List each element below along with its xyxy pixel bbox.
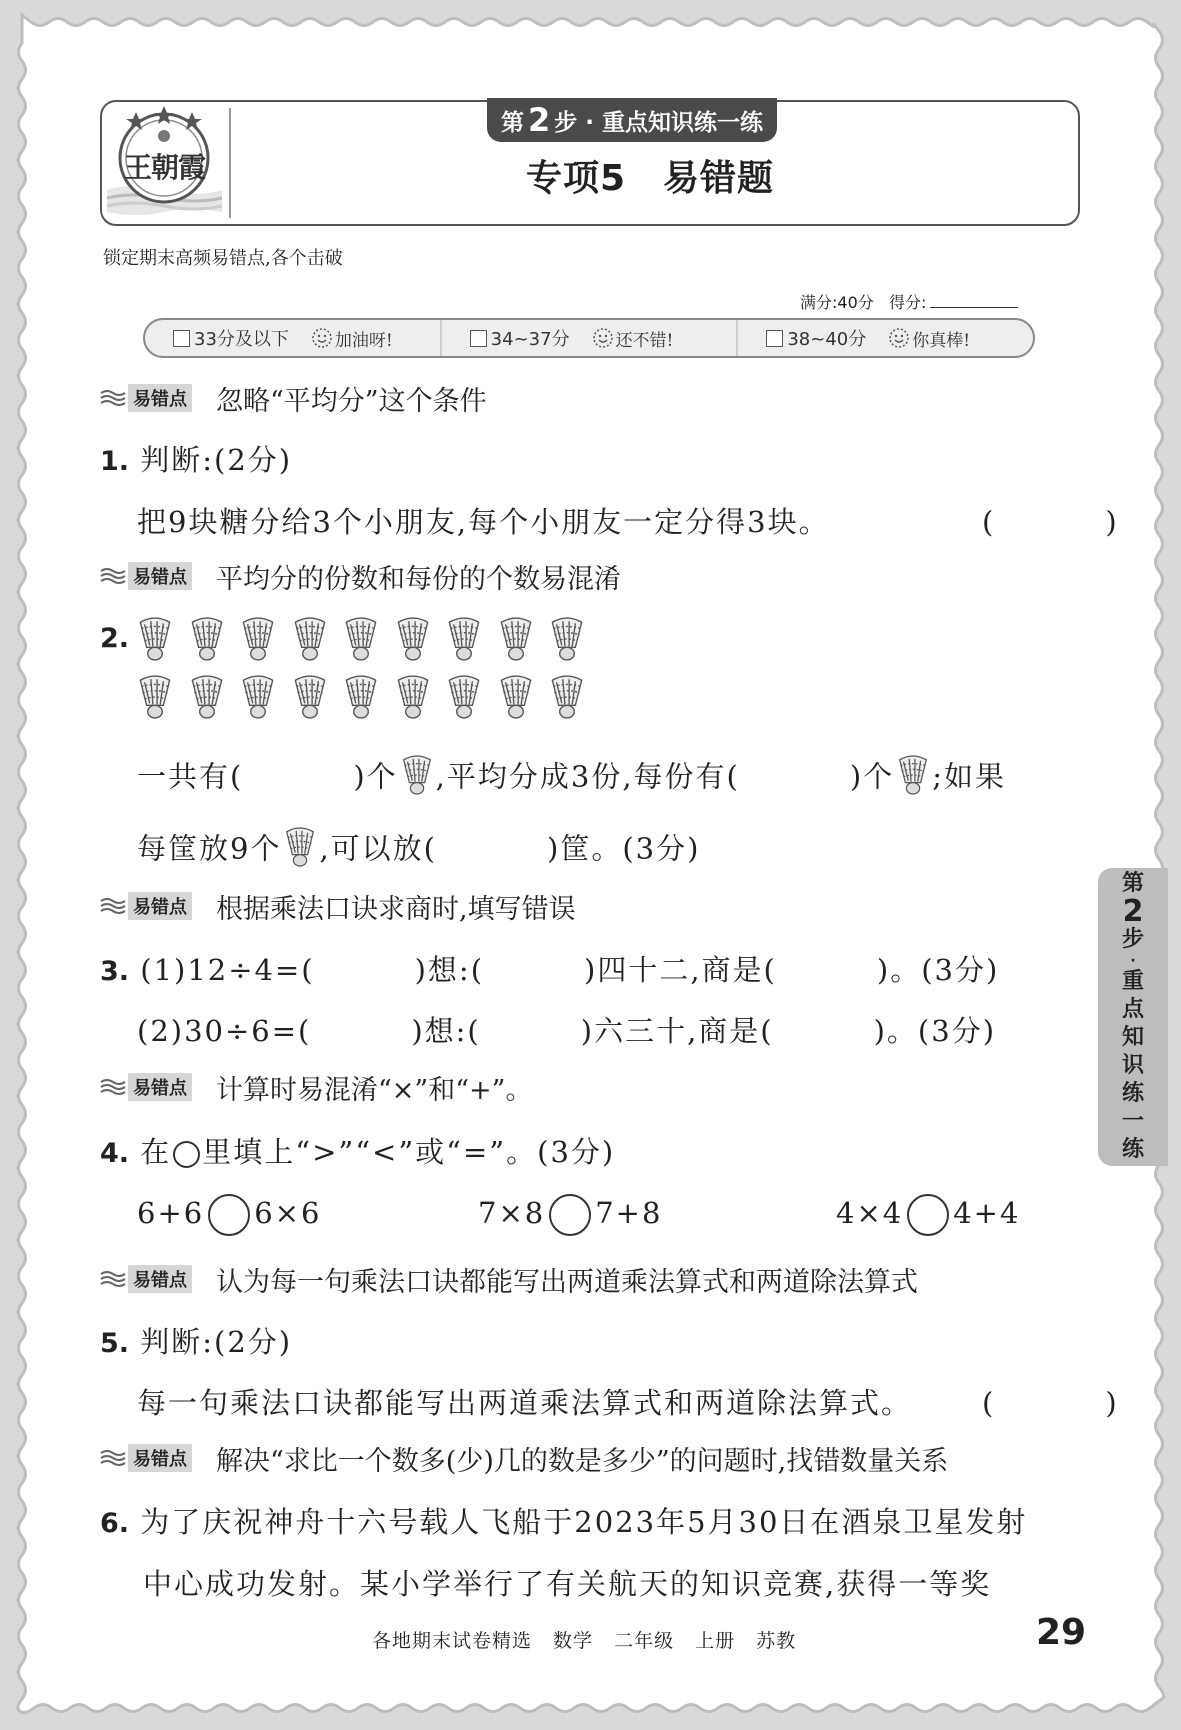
shuttlecock-icon — [237, 674, 279, 724]
full-score: 满分:40分 — [800, 293, 874, 312]
question-5-head — [100, 1320, 292, 1361]
compare-item-2 — [478, 1194, 662, 1236]
score-seg-2 — [440, 320, 737, 356]
page-title: 专项5 易错题 — [525, 158, 775, 199]
q4-text: 在 — [140, 1135, 172, 1169]
smiley-icon — [311, 327, 333, 349]
question-2-num — [100, 620, 129, 654]
wave-lines-icon — [100, 896, 126, 916]
score-range-3: 38~40分 — [787, 329, 867, 350]
q2-text: ,可以放( — [319, 831, 437, 866]
error-tag-text: 计算时易混淆“×”和“+”。 — [216, 1074, 533, 1106]
shuttlecock-icon — [546, 674, 588, 724]
question-6-line-2: 中心成功发射。某小学举行了有关航天的知识竞赛,获得一等奖 — [143, 1567, 992, 1601]
question-2-line-2 — [137, 826, 700, 875]
error-tag-mark — [100, 1265, 210, 1293]
question-3-part-2 — [137, 1009, 996, 1050]
compare-item-1 — [137, 1194, 321, 1236]
question-number: 1. — [100, 446, 130, 477]
compare-circle[interactable] — [208, 1194, 250, 1236]
shuttlecock-icon — [289, 616, 331, 666]
compare-item-3 — [836, 1194, 1020, 1236]
step-suffix: 步 · 重点知识练一练 — [554, 109, 764, 136]
question-3-part-1 — [100, 948, 999, 989]
q3-text: )六三十,商是( — [580, 1014, 774, 1048]
wave-lines-icon — [100, 388, 126, 408]
error-tag-text: 忽略“平均分”这个条件 — [216, 385, 487, 417]
smiley-icon — [888, 327, 910, 349]
question-number: 3. — [100, 956, 130, 987]
q3-text: (2)30÷6=( — [137, 1014, 312, 1048]
shuttlecock-icon — [398, 754, 436, 803]
q3-text: )四十二,商是( — [584, 953, 777, 987]
error-tag-mark — [100, 384, 210, 412]
wave-lines-icon — [100, 1269, 126, 1289]
error-tag-label: 易错点 — [128, 384, 192, 412]
score-cheer-2: 还不错! — [615, 330, 674, 351]
shuttlecock-icon — [186, 674, 228, 724]
error-tag-mark — [100, 1444, 210, 1472]
side-tab-text: 第 — [1121, 871, 1144, 896]
score-cheer-3: 你真棒! — [912, 330, 971, 351]
score-line — [800, 290, 1018, 313]
error-tag-text: 根据乘法口诀求商时,填写错误 — [216, 893, 576, 925]
page-number: 29 — [1036, 1612, 1087, 1653]
compare-left: 7×8 — [478, 1196, 546, 1230]
shuttlecock-icon — [340, 616, 382, 666]
q3-text: )。(3分) — [876, 953, 1000, 987]
shuttlecock-icon — [894, 754, 932, 803]
error-tag-label: 易错点 — [128, 1073, 192, 1101]
shuttlecock-icon — [546, 616, 588, 666]
side-tab-vertical-text: 重 点 知 识 练 一 练 — [1121, 969, 1144, 1162]
answer-bracket[interactable]: ( ) — [982, 1386, 1135, 1420]
question-6-line-1 — [100, 1500, 1027, 1541]
shuttlecock-icon — [134, 674, 176, 724]
error-tag-label: 易错点 — [128, 1265, 192, 1293]
score-bar — [143, 318, 1035, 358]
compare-right: 7+8 — [595, 1196, 663, 1230]
question-5-body: 每一句乘法口诀都能写出两道乘法算式和两道除法算式。 — [137, 1386, 913, 1420]
question-1-body: 把9块糖分给3个小朋友,每个小朋友一定分得3块。 — [137, 505, 830, 539]
score-range-2: 34~37分 — [490, 329, 570, 350]
error-tag-3 — [100, 891, 576, 925]
compare-left: 4×4 — [836, 1196, 904, 1230]
score-checkbox-1[interactable] — [173, 330, 190, 347]
question-number: 5. — [100, 1328, 130, 1359]
step-prefix: 第 — [500, 109, 524, 136]
q6-text: 为了庆祝神舟十六号载人飞船于2023年5月30日在酒泉卫星发射 — [140, 1505, 1028, 1539]
error-tag-text: 解决“求比一个数多(少)几的数是多少”的问题时,找错数量关系 — [216, 1445, 949, 1477]
shuttlecock-icon — [281, 826, 319, 875]
compare-circle[interactable] — [549, 1194, 591, 1236]
wave-lines-icon — [100, 1448, 126, 1468]
q3-text: (1)12÷4=( — [140, 953, 315, 987]
q4-text: 里填上“>”“<”或“=”。(3分) — [202, 1135, 616, 1169]
question-heading: 判断:(2分) — [140, 443, 293, 477]
q2-text: )个 — [849, 759, 895, 794]
error-tag-5 — [100, 1264, 918, 1298]
logo-divider — [229, 108, 231, 218]
shuttlecock-icon — [186, 616, 228, 666]
wave-lines-icon — [100, 1077, 126, 1097]
q3-text: )想:( — [411, 1014, 481, 1048]
side-tab-number: 2 — [1122, 894, 1144, 929]
shuttlecock-icon — [134, 616, 176, 666]
q2-text: ;如果 — [932, 759, 1006, 794]
compare-right: 6×6 — [254, 1196, 322, 1230]
motto: 锁定期末高频易错点,各个击破 — [103, 248, 343, 269]
error-tag-mark — [100, 562, 210, 590]
footer: 各地期末试卷精选 数学 二年级 上册 苏教 — [372, 1630, 797, 1652]
shuttlecock-icon — [495, 616, 537, 666]
score-blank[interactable] — [930, 307, 1018, 308]
score-label: 得分: — [889, 293, 927, 312]
question-heading: 判断:(2分) — [140, 1325, 293, 1359]
error-tag-1 — [100, 383, 487, 417]
score-seg-1 — [145, 320, 440, 356]
q2-text: 每筐放9个 — [137, 831, 282, 866]
error-tag-mark — [100, 1073, 210, 1101]
score-seg-3 — [736, 320, 1033, 356]
q2-text: ,平均分成3份,每份有( — [435, 759, 740, 794]
shuttlecock-icon — [392, 616, 434, 666]
q2-text: 一共有( — [137, 759, 244, 794]
question-2-line-1 — [137, 754, 1006, 803]
question-number: 2. — [100, 623, 130, 654]
question-number: 4. — [100, 1138, 130, 1169]
score-cheer-1: 加油呀! — [334, 330, 393, 351]
smiley-icon — [592, 327, 614, 349]
error-tag-mark — [100, 892, 210, 920]
answer-bracket[interactable]: ( ) — [982, 505, 1135, 539]
question-4-head — [100, 1130, 615, 1171]
q2-text: )个 — [353, 759, 398, 794]
circle-icon — [173, 1141, 200, 1168]
logo-text: 王朝霞 — [123, 151, 205, 184]
compare-left: 6+6 — [137, 1196, 205, 1230]
score-checkbox-2[interactable] — [470, 330, 487, 347]
logo — [102, 102, 227, 220]
side-step-tab: 第 2 步 · 重 点 知 识 练 一 练 — [1098, 868, 1168, 1166]
error-tag-text: 平均分的份数和每份的个数易混淆 — [216, 563, 621, 595]
step-tab — [487, 98, 777, 142]
q2-text: )筐。(3分) — [547, 831, 701, 866]
compare-right: 4+4 — [953, 1196, 1021, 1230]
score-range-1: 33分及以下 — [194, 329, 289, 350]
step-number: 2 — [527, 101, 551, 139]
question-1-head — [100, 438, 292, 479]
q3-text: )。(3分) — [873, 1014, 997, 1048]
error-tag-4 — [100, 1072, 533, 1106]
q3-text: )想:( — [414, 953, 485, 987]
error-tag-label: 易错点 — [128, 892, 192, 920]
shuttlecock-icon — [289, 674, 331, 724]
question-number: 6. — [100, 1508, 130, 1539]
shuttlecock-icon — [392, 674, 434, 724]
score-checkbox-3[interactable] — [766, 330, 783, 347]
error-tag-6 — [100, 1443, 949, 1477]
error-tag-text: 认为每一句乘法口诀都能写出两道乘法算式和两道除法算式 — [216, 1266, 918, 1298]
shuttlecock-icon — [495, 674, 537, 724]
compare-circle[interactable] — [907, 1194, 949, 1236]
shuttlecock-icon — [340, 674, 382, 724]
error-tag-label: 易错点 — [128, 1444, 192, 1472]
side-tab-text: 步 — [1121, 927, 1144, 952]
wave-lines-icon — [100, 566, 126, 586]
shuttlecock-icon — [237, 616, 279, 666]
error-tag-2 — [100, 561, 621, 595]
shuttlecock-icon — [443, 674, 485, 724]
error-tag-label: 易错点 — [128, 562, 192, 590]
shuttlecock-icon — [443, 616, 485, 666]
